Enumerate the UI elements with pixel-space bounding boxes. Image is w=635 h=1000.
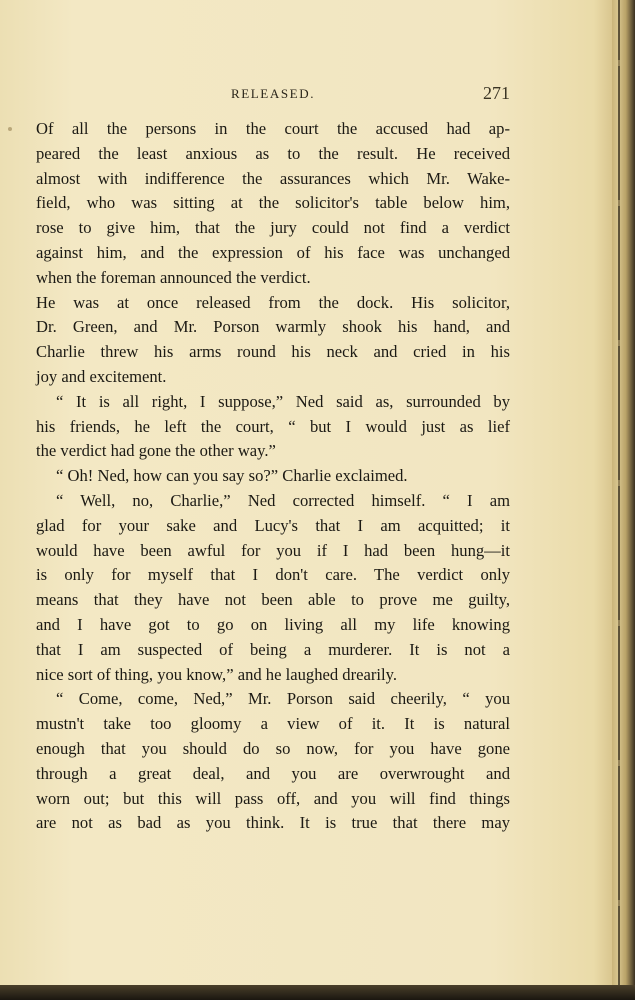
text-line: when the foreman announced the verdict. — [36, 267, 311, 287]
scan-bottom-shadow — [0, 985, 635, 1000]
text-line: “ Come, come, Ned,” Mr. Porson said cheerily, “ you — [56, 689, 510, 709]
text-line: would have been awful for you if I had been hung—it — [36, 540, 510, 560]
text-line: mustn't take too gloomy a view of it. It is natural — [36, 714, 510, 734]
text-line: Dr. Green, and Mr. Porson warmly shook his hand, and — [36, 317, 510, 337]
text-line: against him, and the expression of his face was unchanged — [36, 242, 510, 262]
text-line: is only for myself that I don't care. The verdict only — [36, 565, 510, 585]
text-line: peared the least anxious as to the result. He received — [36, 143, 510, 163]
text-line: worn out; but this will pass off, and you will find things — [36, 788, 510, 808]
text-line: that I am suspected of being a murderer. It is not a — [36, 639, 510, 659]
text-line: field, who was sitting at the solicitor's table below him, — [36, 193, 510, 213]
book-binding-edge — [612, 0, 635, 985]
text-line: Charlie threw his arms round his neck and cried in his — [36, 342, 510, 362]
text-line: “ Oh! Ned, how can you say so?” Charlie exclaimed. — [56, 466, 408, 486]
text-line: the verdict had gone the other way.” — [36, 441, 276, 461]
text-line: “ It is all right, I suppose,” Ned said as, surrounded by — [56, 391, 510, 411]
text-line: his friends, he left the court, “ but I would just as lief — [36, 416, 510, 436]
text-line: through a great deal, and you are overwrought and — [36, 763, 510, 783]
text-line: and I have got to go on living all my life knowing — [36, 614, 510, 634]
text-line: almost with indifference the assurances which Mr. Wake- — [36, 168, 510, 188]
paper-fleck — [8, 127, 12, 131]
body-text — [36, 117, 510, 836]
text-line: glad for your sake and Lucy's that I am acquitted; it — [36, 515, 510, 535]
text-line: means that they have not been able to prove me guilty, — [36, 590, 510, 610]
text-line: rose to give him, that the jury could not find a verdict — [36, 218, 510, 238]
text-line: “ Well, no, Charlie,” Ned corrected himself. “ I am — [56, 490, 510, 510]
text-line: nice sort of thing, you know,” and he laughed drearily. — [36, 664, 397, 684]
text-line: He was at once released from the dock. His solicitor, — [36, 292, 510, 312]
text-line: Of all the persons in the court the accused had ap- — [36, 119, 510, 138]
text-line: enough that you should do so now, for you have gone — [36, 738, 510, 758]
page-number: 271 — [483, 83, 510, 103]
chapter-running-title: RELEASED. — [230, 86, 316, 101]
text-line: are not as bad as you think. It is true that there may — [36, 813, 510, 833]
running-head — [36, 83, 510, 106]
text-line: joy and excitement. — [36, 366, 167, 386]
